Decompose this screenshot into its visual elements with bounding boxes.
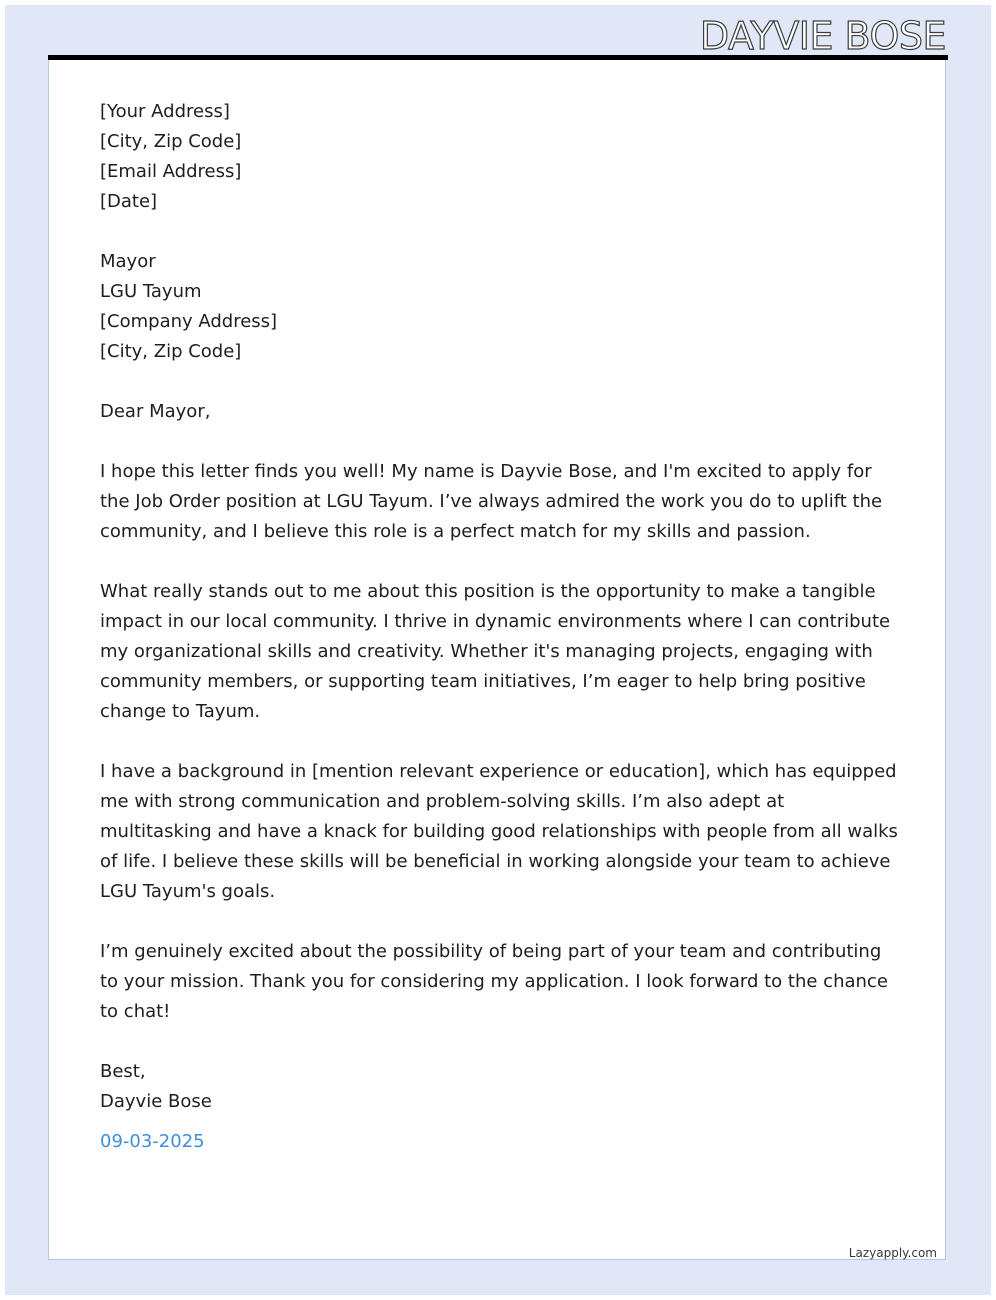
recipient-address: [Company Address] xyxy=(100,311,278,332)
recipient-title: Mayor xyxy=(100,251,156,272)
sender-email: [Email Address] xyxy=(100,161,242,182)
letter-body xyxy=(100,97,900,1157)
recipient-city-zip: [City, Zip Code] xyxy=(100,341,242,362)
body-paragraph: I hope this letter finds you well! My name is Dayvie Bose, and I'm excited to apply for the Job Order position at LGU Tayum. I’ve always admired the work you do to uplift the community, and I believe this role is a perfect match for my skills and passion. xyxy=(100,461,883,542)
spacer xyxy=(100,427,900,457)
sender-address: [Your Address] xyxy=(100,101,230,122)
recipient-organization: LGU Tayum xyxy=(100,281,202,302)
closing: Best, xyxy=(100,1061,146,1082)
spacer xyxy=(100,1027,900,1057)
salutation: Dear Mayor, xyxy=(100,401,211,422)
date-link[interactable]: 09-03-2025 xyxy=(100,1131,205,1152)
spacer xyxy=(100,727,900,757)
footer-watermark: Lazyapply.com xyxy=(848,1246,937,1260)
spacer xyxy=(100,907,900,937)
header-name: DAYVIE BOSE xyxy=(699,14,946,58)
spacer xyxy=(100,367,900,397)
body-paragraph: I’m genuinely excited about the possibility of being part of your team and contributing to your mission. Thank you for considering my application. I look forward to the chance to chat! xyxy=(100,941,888,1022)
sender-city-zip: [City, Zip Code] xyxy=(100,131,242,152)
spacer xyxy=(100,217,900,247)
body-paragraph: I have a background in [mention relevant experience or education], which has equipped me with strong communication and problem-solving skills. I’m also adept at multitasking and have a knack for building good relationships with people from all walks of life. I believe these skills will be beneficial in working alongside your team to achieve LGU Tayum's goals. xyxy=(100,761,898,902)
sender-date: [Date] xyxy=(100,191,158,212)
body-paragraph: What really stands out to me about this position is the opportunity to make a tangible impact in our local community. I thrive in dynamic environments where I can contribute my organizational skills and creativity. Whether it's managing projects, engaging with community members, or supporting team initiatives, I’m eager to help bring positive change to Tayum. xyxy=(100,581,891,722)
signature: Dayvie Bose xyxy=(100,1091,212,1112)
spacer xyxy=(100,547,900,577)
